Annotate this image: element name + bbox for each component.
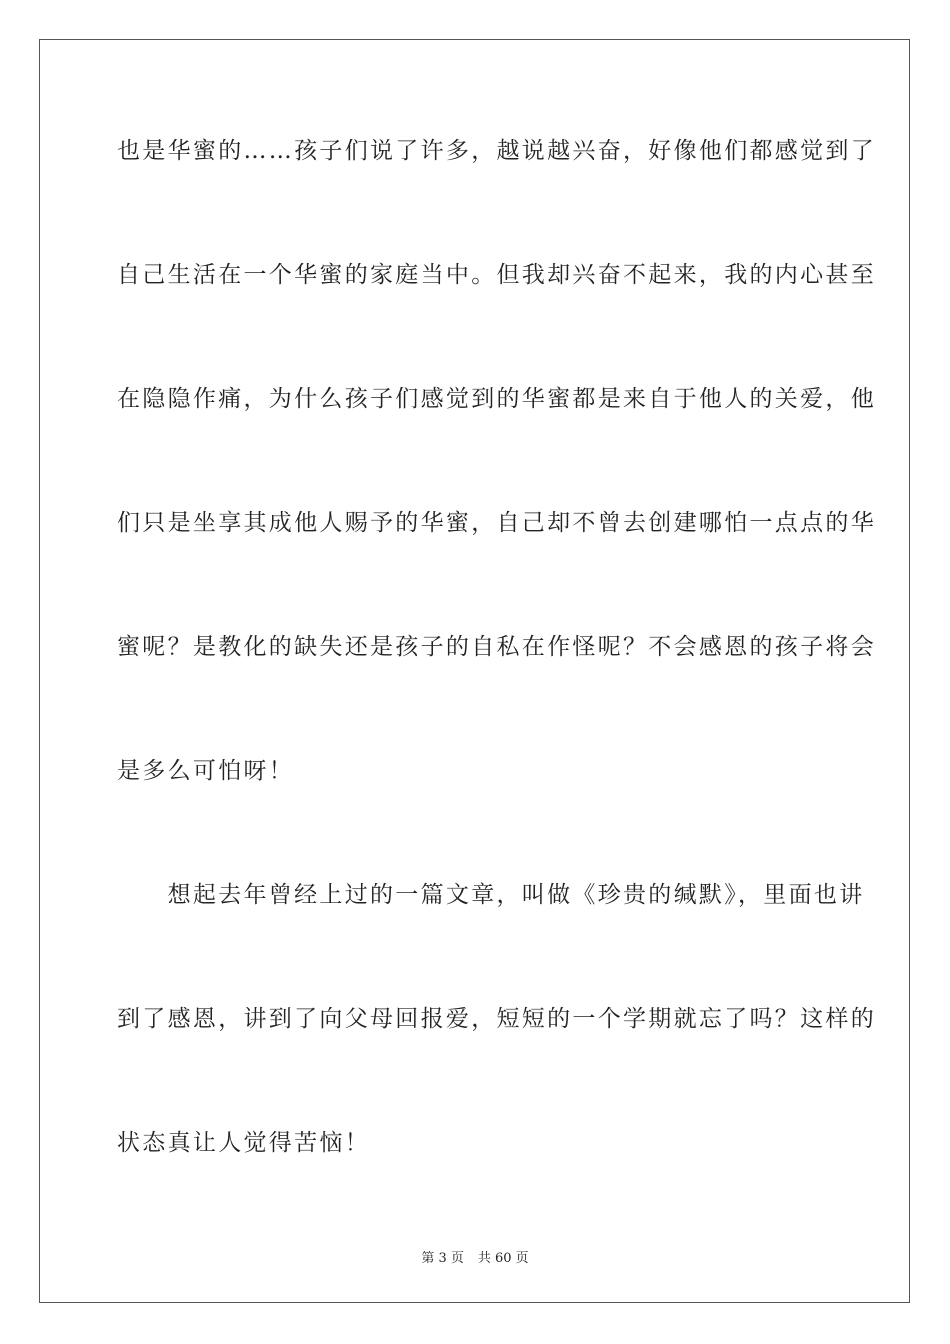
text-line: 状态真让人觉得苦恼！ (117, 1130, 370, 1156)
page-total: 共 60 页 (477, 1251, 529, 1266)
text-line: 想起去年曾经上过的一篇文章，叫做《珍贵的缄默》，里面也讲 (117, 882, 865, 908)
text-line: 们只是坐享其成他人赐予的华蜜，自己却不曾去创建哪怕一点点的华 (117, 510, 876, 536)
page-number: 第 3 页 (421, 1251, 464, 1266)
text-line: 到了感恩，讲到了向父母回报爱，短短的一个学期就忘了吗？这样的 (117, 1006, 876, 1032)
text-line: 自己生活在一个华蜜的家庭当中。但我却兴奋不起来，我的内心甚至 (117, 262, 876, 288)
text-line: 蜜呢？是教化的缺失还是孩子的自私在作怪呢？不会感恩的孩子将会 (117, 634, 876, 660)
text-line: 也是华蜜的……孩子们说了许多，越说越兴奋，好像他们都感觉到了 (117, 138, 876, 164)
text-line: 在隐隐作痛，为什么孩子们感觉到的华蜜都是来自于他人的关爱，他 (117, 386, 876, 412)
text-line: 是多么可怕呀！ (117, 758, 295, 784)
page-border (39, 39, 910, 1303)
page-footer (0, 1247, 950, 1266)
